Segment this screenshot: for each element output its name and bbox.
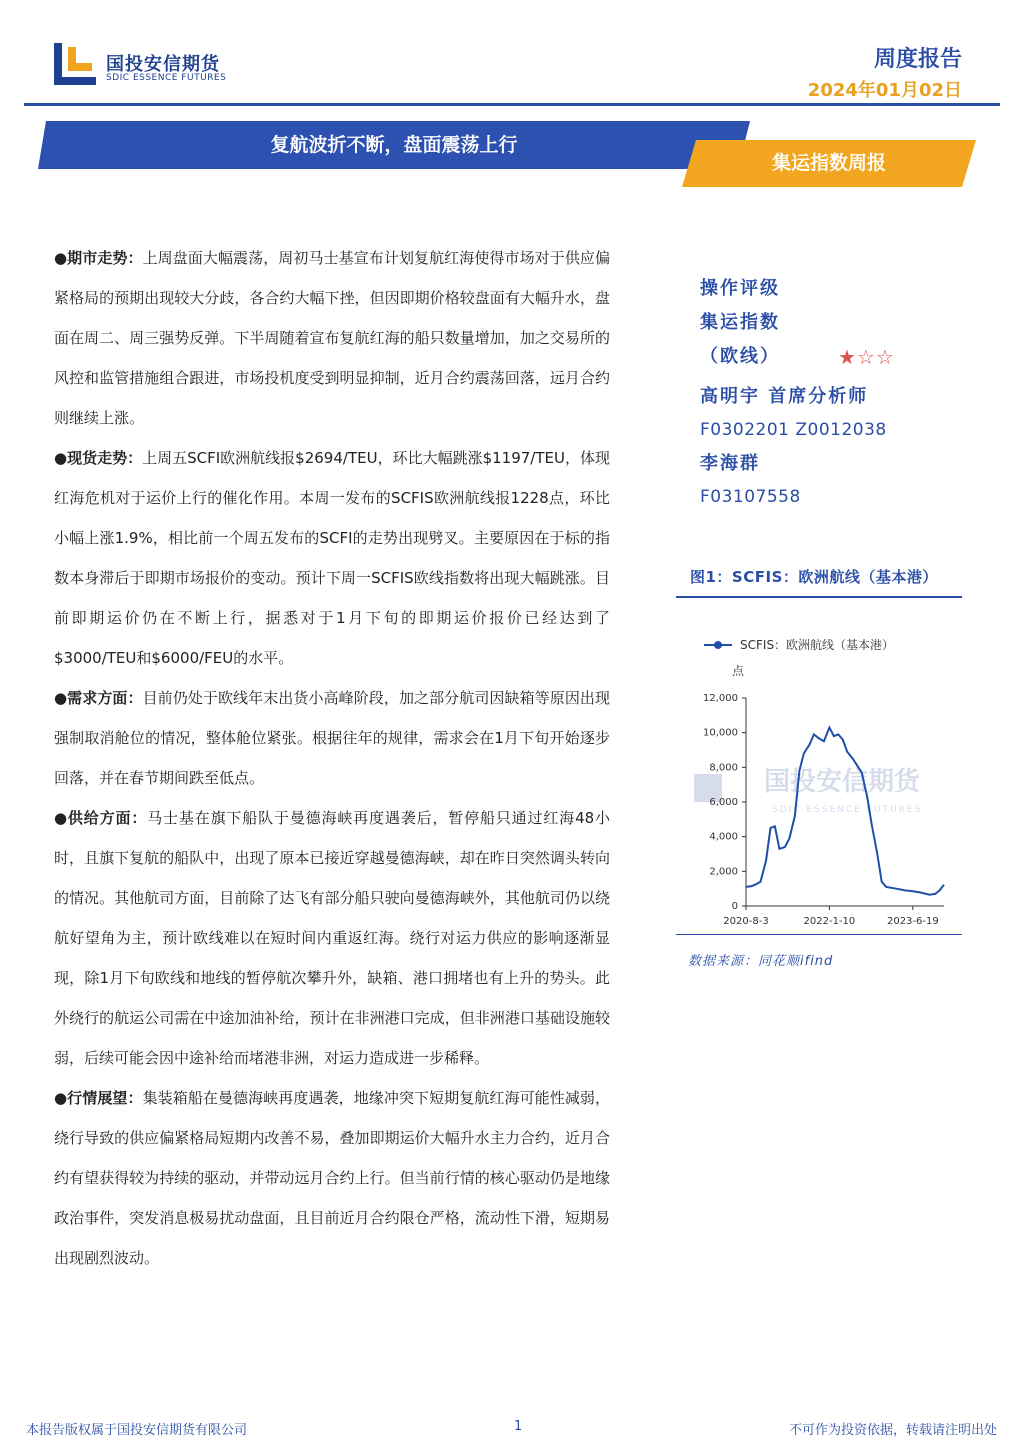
company-name-en: SDIC ESSENCE FUTURES [106, 73, 227, 83]
watermark-text-cn: 国投安信期货 [764, 767, 921, 797]
company-logo-icon [54, 43, 96, 85]
figure-title: 图1：SCFIS：欧洲航线（基本港） [690, 568, 938, 586]
section-outlook: ●行情展望：集装箱船在曼德海峡再度遇袭，地缘冲突下短期复航红海可能性减弱，绕行导致的供应偏紧格局短期内改善不易，叠加即期运价大幅升水主力合约，近月合约有望获得较为持续的驱动，并带动远月合约上行。但当前行情的核心驱动仍是地缘政治事件，突发消息极易扰动盘面，且目前近月合约限仓严格，流动性下滑，短期易出现剧烈波动。 [54, 1089, 610, 1267]
figure-divider-top [676, 596, 962, 598]
y-tick-label: 0 [731, 901, 738, 912]
y-tick-label: 4,000 [709, 831, 738, 843]
header-divider [24, 103, 1000, 106]
sidebar [700, 272, 980, 514]
data-source: 数据来源：同花顺ifind [688, 954, 834, 969]
rating-label: 操作评级 [700, 278, 780, 299]
report-body [54, 238, 610, 1278]
footer-disclaimer: 不可作为投资依据，转载请注明出处 [788, 1423, 997, 1438]
scfis-chart [676, 626, 962, 932]
report-date: 2024年01月02日 [807, 80, 962, 101]
chart-legend [704, 637, 894, 678]
report-category: 集运指数周报 [771, 152, 886, 174]
analyst-name-1: 高明宇 首席分析师 [700, 386, 869, 407]
y-tick-label: 12,000 [703, 693, 738, 704]
report-title: 复航波折不断，盘面震荡上行 [270, 134, 518, 156]
legend-unit-label: 点 [732, 664, 745, 678]
section-supply: ●供给方面：马士基在旗下船队于曼德海峡再度遇袭后，暂停船只通过红海48小时，且旗下复航的船队中，出现了原本已接近穿越曼德海峡，却在昨日突然调头转向的情况。其他航司方面，目前除了达飞有部分船只驶向曼德海峡外，其他航司仍以绕航好望角为主，预计欧线难以在短时间内重返红海。绕行对运力供应的影响逐渐显现，除1月下旬欧线和地线的暂停航次攀升外，缺箱、港口拥堵也有上升的势头。此外绕行的航运公司需在中途加油补给，预计在非洲港口完成，但非洲港口基础设施较弱，后续可能会因中途补给而堵港非洲，对运力造成进一步稀释。 [54, 809, 611, 1067]
report-type: 周度报告 [873, 47, 962, 72]
y-tick-label: 8,000 [709, 762, 738, 774]
rating-subject: 集运指数 [700, 312, 780, 333]
x-tick-label: 2022-1-10 [803, 916, 856, 927]
footer-copyright: 本报告版权属于国投安信期货有限公司 [26, 1423, 248, 1438]
section-spot-trend: ●现货走势：上周五SCFI欧洲航线报$2694/TEU，环比大幅跳涨$1197/TEU，体现红海危机对于运价上行的催化作用。本周一发布的SCFIS欧洲航线报1228点，环比小幅上涨1.9%，相比前一个周五发布的SCFI的走势出现劈叉。主要原因在于标的指数本身滞后于即期市场报价的变动。预计下周一SCFIS欧线指数将出现大幅跳涨。目前即期运价仍在不断上行，据悉对于1月下旬的即期运价报价已经达到了$3000/TEU和$6000/FEU的水平。 [54, 449, 610, 667]
company-name-cn: 国投安信期货 [106, 54, 220, 75]
y-tick-label: 6,000 [709, 797, 738, 808]
x-tick-label: 2023-6-19 [886, 916, 939, 927]
section-demand: ●需求方面：目前仍处于欧线年末出货小高峰阶段，加之部分航司因缺箱等原因出现强制取消舱位的情况，整体舱位紧张。根据往年的规律，需求会在1月下旬开始逐步回落，并在春节期间跌至低点。 [54, 689, 610, 787]
analyst-name-2: 李海群 [700, 453, 760, 474]
y-tick-label: 10,000 [703, 727, 738, 739]
rating-stars: ★☆☆ [838, 345, 895, 369]
y-tick-label: 2,000 [709, 866, 738, 878]
watermark-text-en: SDIC ESSENCE FUTURES [772, 805, 923, 815]
x-tick-label: 2020-8-3 [723, 916, 769, 927]
section-futures-trend: ●期市走势：上周盘面大幅震荡，周初马士基宣布计划复航红海使得市场对于供应偏紧格局的预期出现较大分歧，各合约大幅下挫，但因即期价格较盘面有大幅升水，盘面在周二、周三强势反弹。下半周随着宣布复航红海的船只数量增加，加之交易所的风控和监管措施组合跟进，市场投机度受到明显抑制，近月合约震荡回落，远月合约则继续上涨。 [54, 249, 610, 427]
analyst-cert-1: F0302201 Z0012038 [700, 420, 887, 440]
legend-dot-marker [714, 641, 722, 649]
analyst-cert-2: F03107558 [700, 487, 801, 507]
figure-divider-bottom [676, 934, 962, 935]
legend-series-label: SCFIS：欧洲航线（基本港） [740, 638, 895, 652]
rating-subject-detail: （欧线） [700, 346, 780, 367]
page-number: 1 [514, 1419, 523, 1434]
